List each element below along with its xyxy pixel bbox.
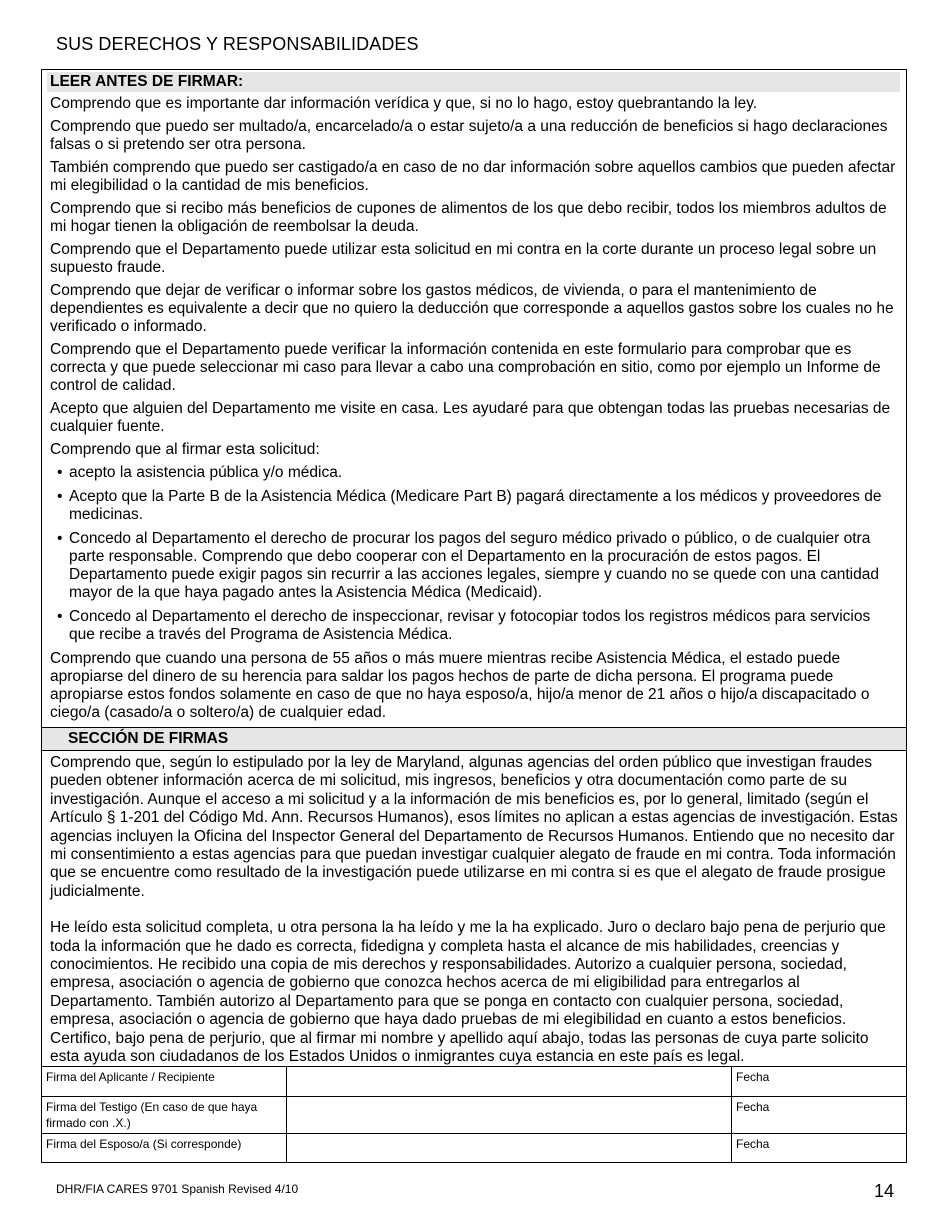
list-item: • Concedo al Departamento el derecho de procurar los pagos del seguro médico privado o público, o de cualquier otra parte responsable. Comprendo que debo cooperar con el Departamento en la procuración de estos pagos. El Departamento puede exigir pagos sin recurrir a las acciones legales, siempre y cuando no se quede con una cantidad mayor de la que haya pagado antes la Asistencia Médica (Medicaid). — [50, 530, 900, 602]
form-box — [41, 69, 907, 1163]
page-title: SUS DERECHOS Y RESPONSABILIDADES — [56, 34, 419, 54]
rights-paragraph: También comprendo que puedo ser castigado/a en caso de no dar información sobre aquellos cambios que pueden afectar mi elegibilidad o la cantidad de mis beneficios. — [50, 159, 896, 194]
signature-label: Firma del Esposo/a (Si corresponde) — [42, 1134, 287, 1163]
witness-signature-field[interactable] — [287, 1097, 732, 1134]
date-label: Fecha — [736, 1100, 770, 1114]
list-item: • Concedo al Departamento el derecho de inspeccionar, revisar y fotocopiar todos los registros médicos para servicios que recibe a través del Programa de Asistencia Médica. — [50, 608, 900, 644]
estate-recovery-paragraph: Comprendo que cuando una persona de 55 años o más muere mientras recibe Asistencia Médica, el estado puede apropiarse del dinero de su herencia para saldar los pagos hechos de parte de dicha persona. El programa puede apropiarse estos fondos solamente en caso de que no haya esposo/a, hijo/a menor de 21 años o hijo/a discapacitado o ciego/a (casado/a o soltero/a) de cualquier edad. — [50, 650, 870, 721]
rights-paragraph: Acepto que alguien del Departamento me visite en casa. Les ayudaré para que obtengan todas las pruebas necesarias de cualquier fuente. — [50, 400, 891, 435]
signature-label: Firma del Aplicante / Recipiente — [42, 1067, 287, 1097]
list-item: • acepto la asistencia pública y/o médica. — [50, 464, 900, 482]
declaration-paragraph: He leído esta solicitud completa, u otra persona la ha leído y me la ha explicado. Juro o declaro bajo pena de perjurio que toda la información que he dado es correcta, fidedigna y completa hasta el alcance de mis habilidades, creencias y conocimientos. He recibido una copia de mis derechos y responsabilidades. Autorizo a cualquier persona, sociedad, empresa, asociación o agencia de gobierno que conozca hechos acerca de mi eligibilidad para entregarlos al Departamento. También autorizo al Departamento para que se ponga en contacto con cualquier persona, sociedad, empresa, asociación o agencia de gobierno que haya dado pruebas de mi elegibilidad en cuanto a estos beneficios. Certifico, bajo pena de perjurio, que al firmar mi nombre y apellido aquí abajo, todas las personas de cuya parte solicito esta ayuda son ciudadanos de los Estados Unidos o inmigrantes cuya estancia en este país es legal. — [50, 919, 886, 1066]
applicant-signature-field[interactable] — [287, 1067, 732, 1097]
date-label: Fecha — [736, 1137, 770, 1151]
rights-paragraph: Comprendo que si recibo más beneficios de cupones de alimentos de los que debo recibir, todos los miembros adultos de mi hogar tienen la obligación de reembolsar la deuda. — [50, 200, 887, 235]
signature-table — [41, 1066, 907, 1163]
page-number: 14 — [874, 1181, 895, 1201]
rights-paragraph: Comprendo que puedo ser multado/a, encarcelado/a o estar sujeto/a a una reducción de beneficios si hago declaraciones falsas o si pretendo ser otra persona. — [50, 118, 888, 153]
spouse-date-field[interactable] — [732, 1134, 907, 1163]
rights-paragraph: Comprendo que el Departamento puede utilizar esta solicitud en mi contra en la corte durante un proceso legal sobre un supuesto fraude. — [50, 241, 877, 276]
form-id: DHR/FIA CARES 9701 Spanish Revised 4/10 — [56, 1182, 299, 1196]
rights-paragraph: Comprendo que dejar de verificar o informar sobre los gastos médicos, de vivienda, o para el mantenimiento de dependientes es equivalente a decir que no quiero la deducción que corresponde a aquellos gastos sobre los cuales no he verificado o informado. — [50, 282, 894, 335]
applicant-date-field[interactable] — [732, 1067, 907, 1097]
signatures-section — [42, 751, 906, 1067]
signing-consequences-list — [50, 464, 900, 644]
rights-header: LEER ANTES DE FIRMAR: — [47, 72, 900, 92]
rights-paragraph: Comprendo que al firmar esta solicitud: — [50, 441, 320, 458]
signatures-header: SECCIÓN DE FIRMAS — [42, 727, 906, 751]
date-label: Fecha — [736, 1070, 770, 1084]
table-row — [42, 1134, 907, 1163]
witness-date-field[interactable] — [732, 1097, 907, 1134]
table-row — [42, 1067, 907, 1097]
rights-paragraph: Comprendo que es importante dar información verídica y que, si no lo hago, estoy quebrantando la ley. — [50, 95, 758, 112]
fraud-investigation-paragraph: Comprendo que, según lo estipulado por la ley de Maryland, algunas agencias del orden público que investigan fraudes pueden obtener información acerca de mi solicitud, mis ingresos, beneficios y otra documentación como parte de su investigación. Aunque el acceso a mi solicitud y a la información de mis beneficios es, por lo general, limitado (según el Artículo § 1-201 del Código Md. Ann. Recursos Humanos), esos límites no aplican a estas agencias de investigación. Estas agencias incluyen la Oficina del Inspector General del Departamento de Recursos Humanos. Entiendo que no necesito dar mi consentimiento a estas agencias para que puedan investigar cualquier alegato de fraude en mi contra. Toda información que se encuentre como resultado de la investigación puede utilizarse en mi contra si es que el alegato de fraude prosigue judicialmente. — [50, 754, 898, 900]
rights-section — [42, 92, 906, 722]
list-item: • Acepto que la Parte B de la Asistencia Médica (Medicare Part B) pagará directamente a los médicos y proveedores de medicinas. — [50, 488, 900, 524]
table-row — [42, 1097, 907, 1134]
signature-label: Firma del Testigo (En caso de que haya firmado con .X.) — [42, 1097, 287, 1134]
spouse-signature-field[interactable] — [287, 1134, 732, 1163]
rights-paragraph: Comprendo que el Departamento puede verificar la información contenida en este formulario para comprobar que es correcta y que puede seleccionar mi caso para llevar a cabo una comprobación en sitio, como por ejemplo un Informe de control de calidad. — [50, 341, 881, 394]
